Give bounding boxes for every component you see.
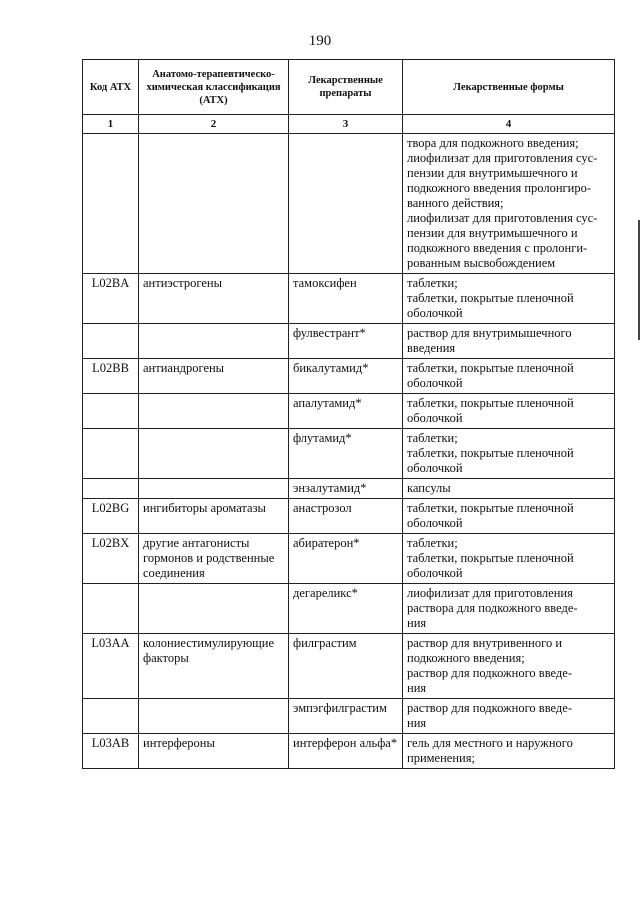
classification-cell xyxy=(139,429,289,479)
dosage-forms-cell: таблетки, покрытые пленочной оболочкой xyxy=(403,359,615,394)
header-drugs: Лекарственные препараты xyxy=(289,60,403,115)
atc-code-cell xyxy=(83,429,139,479)
atc-code-cell xyxy=(83,584,139,634)
column-number: 4 xyxy=(403,115,615,134)
table-header-row xyxy=(83,60,615,115)
drug-cell: флутамид* xyxy=(289,429,403,479)
drug-cell xyxy=(289,134,403,274)
classification-cell: антиандрогены xyxy=(139,359,289,394)
classification-cell xyxy=(139,479,289,499)
dosage-forms-cell: таблетки; таблетки, покрытые пленочной оболочкой xyxy=(403,274,615,324)
classification-cell: колониестимулирующие факторы xyxy=(139,634,289,699)
dosage-forms-cell: раствор для внутримышечного введения xyxy=(403,324,615,359)
table-row xyxy=(83,429,615,479)
dosage-forms-cell: раствор для подкожного введе- ния xyxy=(403,699,615,734)
atc-code-cell: L02BG xyxy=(83,499,139,534)
atc-code-cell: L03AB xyxy=(83,734,139,769)
classification-cell xyxy=(139,324,289,359)
dosage-forms-cell: гель для местного и наружного применения; xyxy=(403,734,615,769)
table-row xyxy=(83,359,615,394)
column-number-row xyxy=(83,115,615,134)
drug-cell: интерферон альфа* xyxy=(289,734,403,769)
classification-cell xyxy=(139,394,289,429)
classification-cell xyxy=(139,134,289,274)
drug-classification-table xyxy=(82,59,615,769)
drug-cell: апалутамид* xyxy=(289,394,403,429)
table-row xyxy=(83,499,615,534)
dosage-forms-cell: твора для подкожного введения; лиофилизат для приготовления сус- пензии для внутримышечного и подкожного введения пролонгиро- ванного действия; лиофилизат для приготовления сус- пензии для внутримышечного и подкожного введения с пролонги- рованным высвобождением xyxy=(403,134,615,274)
drug-cell: филграстим xyxy=(289,634,403,699)
table-row xyxy=(83,634,615,699)
column-number: 1 xyxy=(83,115,139,134)
table-row xyxy=(83,324,615,359)
header-dosage-forms: Лекарственные формы xyxy=(403,60,615,115)
drug-cell: тамоксифен xyxy=(289,274,403,324)
table-row xyxy=(83,394,615,429)
atc-code-cell: L02BB xyxy=(83,359,139,394)
atc-code-cell xyxy=(83,324,139,359)
dosage-forms-cell: капсулы xyxy=(403,479,615,499)
dosage-forms-cell: таблетки; таблетки, покрытые пленочной оболочкой xyxy=(403,429,615,479)
classification-cell: антиэстрогены xyxy=(139,274,289,324)
atc-code-cell xyxy=(83,479,139,499)
table-row xyxy=(83,734,615,769)
table-row xyxy=(83,479,615,499)
classification-cell: ингибиторы ароматазы xyxy=(139,499,289,534)
drug-cell: абиратерон* xyxy=(289,534,403,584)
table-row xyxy=(83,699,615,734)
table-row xyxy=(83,534,615,584)
classification-cell xyxy=(139,584,289,634)
column-number: 3 xyxy=(289,115,403,134)
header-atc-code: Код АТХ xyxy=(83,60,139,115)
atc-code-cell: L03AA xyxy=(83,634,139,699)
table-row xyxy=(83,274,615,324)
drug-cell: бикалутамид* xyxy=(289,359,403,394)
dosage-forms-cell: лиофилизат для приготовления раствора для подкожного введе- ния xyxy=(403,584,615,634)
classification-cell: другие антагонисты гормонов и родственные соединения xyxy=(139,534,289,584)
drug-cell: эмпэгфилграстим xyxy=(289,699,403,734)
drug-cell: анастрозол xyxy=(289,499,403,534)
drug-cell: энзалутамид* xyxy=(289,479,403,499)
dosage-forms-cell: таблетки; таблетки, покрытые пленочной оболочкой xyxy=(403,534,615,584)
dosage-forms-cell: таблетки, покрытые пленочной оболочкой xyxy=(403,394,615,429)
table-row xyxy=(83,584,615,634)
table-row xyxy=(83,134,615,274)
classification-cell xyxy=(139,699,289,734)
atc-code-cell xyxy=(83,699,139,734)
page-number: 190 xyxy=(308,33,332,49)
atc-code-cell: L02BA xyxy=(83,274,139,324)
header-atc-classification: Анатомо-терапевтическо-химическая классификация (АТХ) xyxy=(139,60,289,115)
drug-cell: дегареликс* xyxy=(289,584,403,634)
atc-code-cell: L02BX xyxy=(83,534,139,584)
column-number: 2 xyxy=(139,115,289,134)
atc-code-cell xyxy=(83,394,139,429)
dosage-forms-cell: таблетки, покрытые пленочной оболочкой xyxy=(403,499,615,534)
classification-cell: интерфероны xyxy=(139,734,289,769)
drug-cell: фулвестрант* xyxy=(289,324,403,359)
dosage-forms-cell: раствор для внутривенного и подкожного введения; раствор для подкожного введе- ния xyxy=(403,634,615,699)
atc-code-cell xyxy=(83,134,139,274)
